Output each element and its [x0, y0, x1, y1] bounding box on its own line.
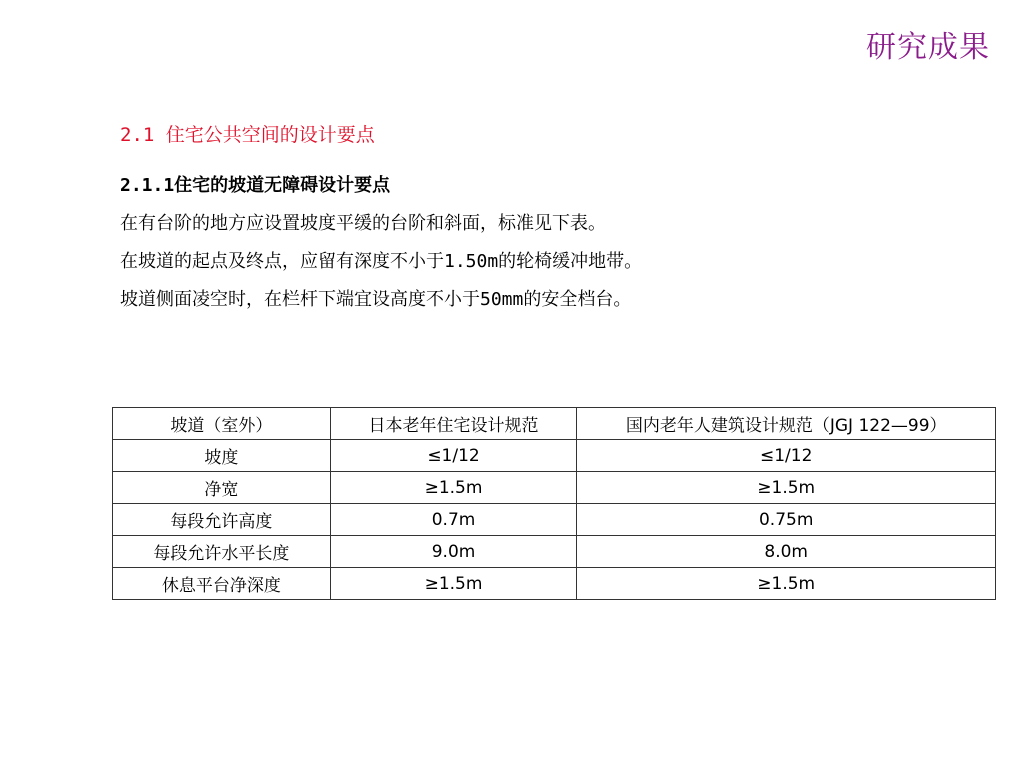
body-text [120, 176, 940, 328]
body-line-1: 在有台阶的地方应设置坡度平缓的台阶和斜面，标准见下表。 [120, 213, 606, 234]
table-header-row [113, 408, 996, 440]
table-row [113, 536, 996, 568]
ramp-standards-table [112, 407, 996, 600]
table-cell: 每段允许高度 [113, 504, 331, 536]
table-cell: ≥1.5m [330, 472, 577, 504]
table-cell: 每段允许水平长度 [113, 536, 331, 568]
table-cell: 8.0m [577, 536, 996, 568]
table-cell: ≤1/12 [577, 440, 996, 472]
table-row [113, 472, 996, 504]
table-cell: ≥1.5m [577, 472, 996, 504]
table-header-cell: 坡道（室外） [113, 408, 331, 440]
table-row [113, 440, 996, 472]
table-cell: 0.7m [330, 504, 577, 536]
table-cell: ≤1/12 [330, 440, 577, 472]
body-line-3: 坡道侧面凌空时，在栏杆下端宜设高度不小于50mm的安全档台。 [120, 289, 632, 310]
table-cell: 0.75m [577, 504, 996, 536]
table-header-cell: 日本老年住宅设计规范 [330, 408, 577, 440]
subsection-heading: 2.1.1住宅的坡道无障碍设计要点 [120, 175, 391, 196]
corner-title: 研究成果 [866, 30, 990, 65]
table-row [113, 568, 996, 600]
table-cell: 9.0m [330, 536, 577, 568]
table-header-cell: 国内老年人建筑设计规范（JGJ 122—99） [577, 408, 996, 440]
table-cell: 休息平台净深度 [113, 568, 331, 600]
table-cell: ≥1.5m [577, 568, 996, 600]
table-row [113, 504, 996, 536]
table-cell: 坡度 [113, 440, 331, 472]
body-line-2: 在坡道的起点及终点，应留有深度不小于1.50m的轮椅缓冲地带。 [120, 251, 643, 272]
section-heading: 2.1 住宅公共空间的设计要点 [120, 124, 375, 146]
table-cell: ≥1.5m [330, 568, 577, 600]
table-cell: 净宽 [113, 472, 331, 504]
